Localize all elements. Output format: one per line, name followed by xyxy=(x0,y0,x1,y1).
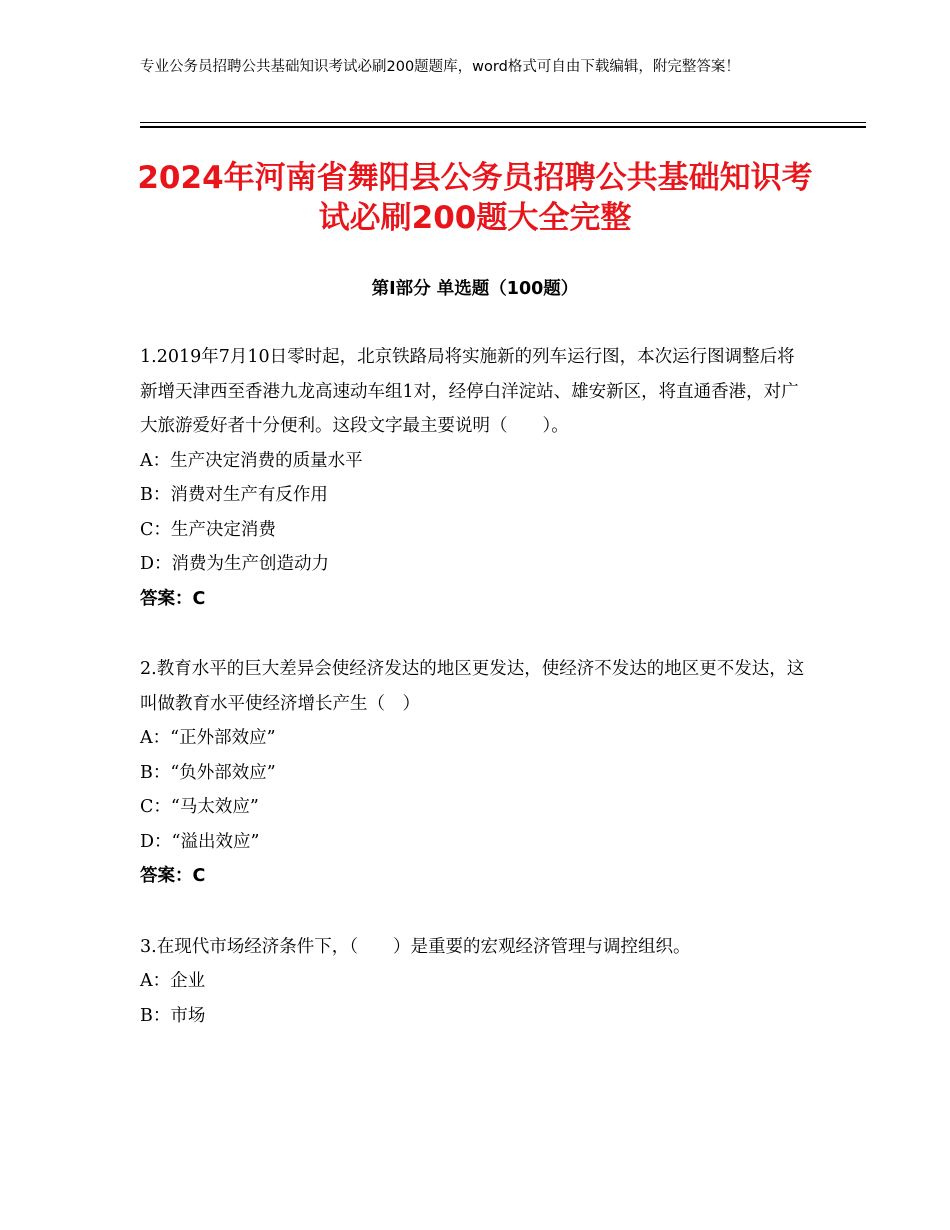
option-c: C：“马太效应” xyxy=(140,797,259,817)
header-divider-thick xyxy=(140,126,866,128)
option-b: B：消费对生产有反作用 xyxy=(140,485,328,505)
section-heading: 第I部分 单选题（100题） xyxy=(371,279,579,299)
question-stem: 1.2019年7月10日零时起，北京铁路局将实施新的列车运行图，本次运行图调整后将新增天津西至香港九龙高速动车组1对，经停白洋淀站、雄安新区，将直通香港，对广大旅游爱好者十分便利。这段文字最主要说明（ ）。 xyxy=(140,347,799,436)
header-divider-thin xyxy=(140,122,866,123)
option-a: A：“正外部效应” xyxy=(140,728,276,748)
question-1 xyxy=(140,340,808,616)
answer: 答案：C xyxy=(140,588,206,609)
option-a: A：生产决定消费的质量水平 xyxy=(140,450,363,471)
option-d: D：“溢出效应” xyxy=(140,831,260,852)
document-title: 2024年河南省舞阳县公务员招聘公共基础知识考试必刷200题大全完整 xyxy=(137,160,813,236)
header-note: 专业公务员招聘公共基础知识考试必刷200题题库，word格式可自由下载编辑，附完整答案！ xyxy=(140,59,740,75)
option-a: A：企业 xyxy=(140,971,206,991)
answer: 答案：C xyxy=(140,866,206,886)
question-stem: 2.教育水平的巨大差异会使经济发达的地区更发达，使经济不发达的地区更不发达，这叫做教育水平使经济增长产生（ ） xyxy=(140,659,805,714)
question-list xyxy=(140,340,808,1069)
option-b: B：市场 xyxy=(140,1005,206,1026)
option-d: D：消费为生产创造动力 xyxy=(140,554,330,574)
question-stem: 3.在现代市场经济条件下，（ ）是重要的宏观经济管理与调控组织。 xyxy=(140,936,691,957)
question-2 xyxy=(140,652,808,894)
option-b: B：“负外部效应” xyxy=(140,762,276,783)
question-3 xyxy=(140,930,808,1034)
option-c: C：生产决定消费 xyxy=(140,519,276,540)
